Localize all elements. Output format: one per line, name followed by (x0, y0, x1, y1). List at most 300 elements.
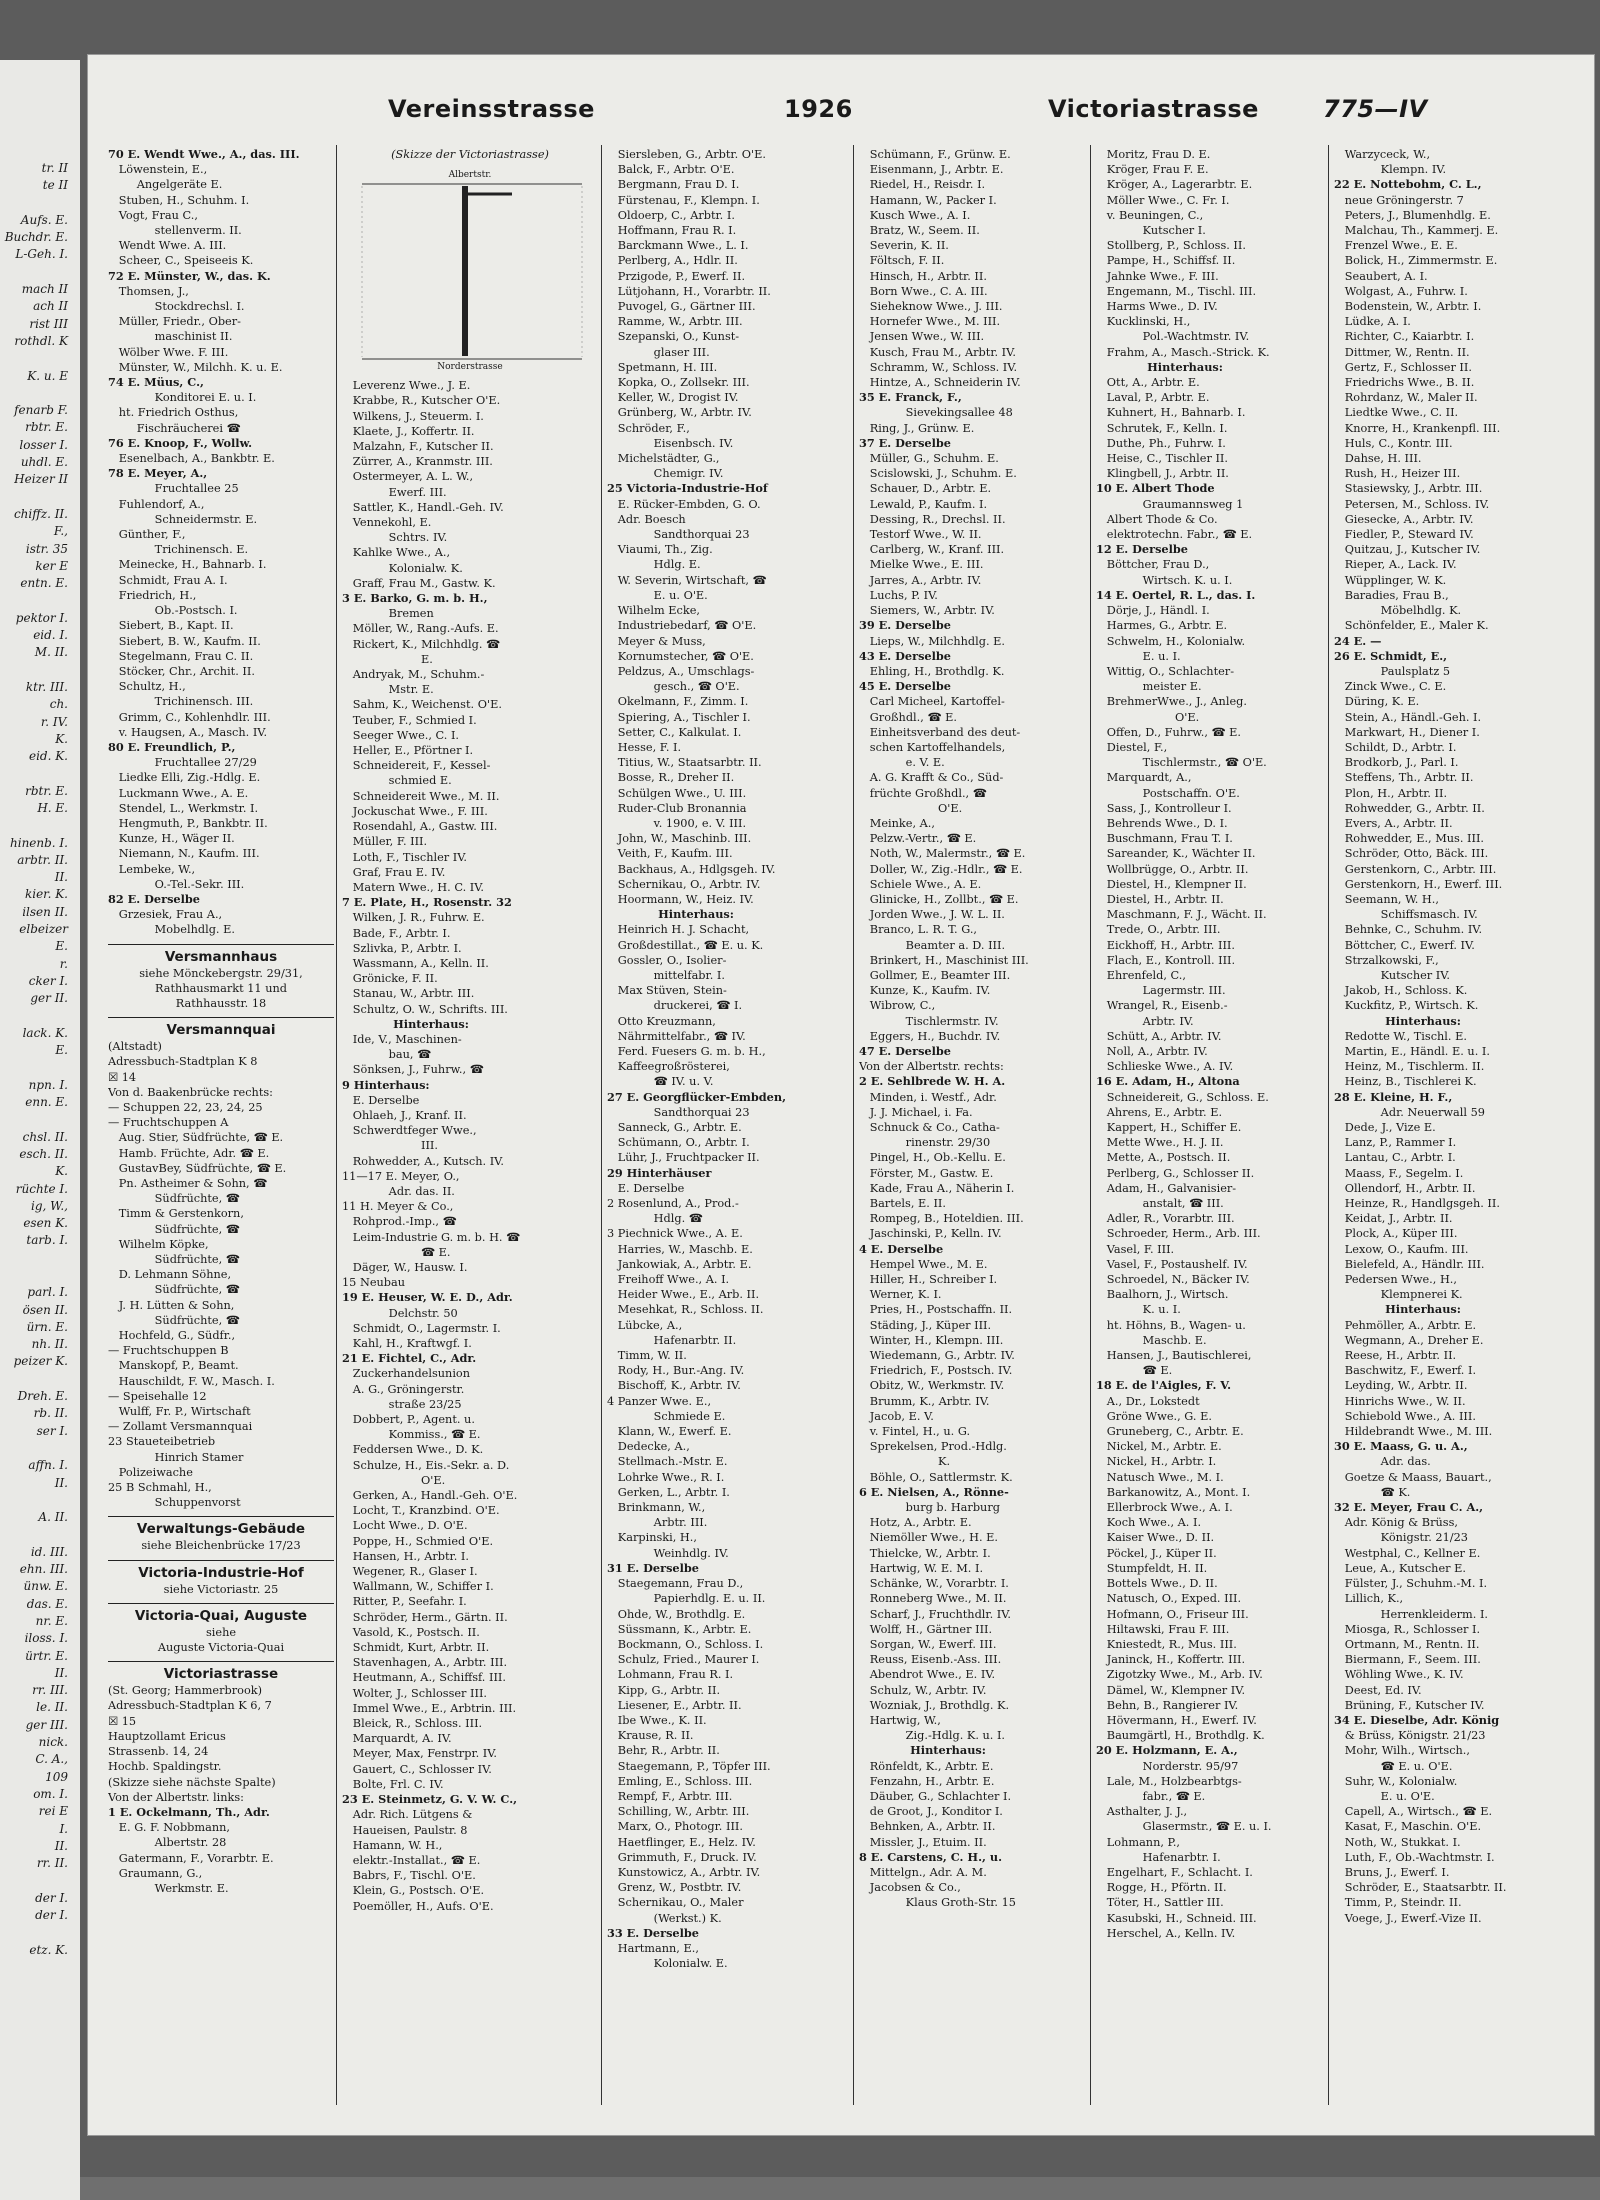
column-2 (342, 147, 598, 2107)
directory-entry: Hdlg. E. (607, 558, 701, 572)
directory-entry: Rieper, A., Lack. IV. (1334, 558, 1457, 572)
directory-entry: Schtrs. IV. (342, 531, 448, 545)
directory-entry: Möller, W., Rang.-Aufs. E. (342, 622, 499, 636)
directory-entry: E. (342, 652, 433, 666)
directory-entry: Hamann, W. H., (342, 1838, 443, 1852)
directory-entry: BrehmerWwe., J., Anleg. (1096, 695, 1247, 709)
directory-entry: Vennekohl, E. (342, 516, 432, 530)
directory-entry: Königstr. 21/23 (1334, 1531, 1468, 1545)
section-victoriastrasse (108, 1661, 334, 1896)
strip-fragment: A. II. (38, 1510, 68, 1525)
directory-entry: Schümann, F., Grünw. E. (859, 148, 1011, 161)
directory-entry: Behn, B., Rangierer IV. (1096, 1698, 1239, 1712)
directory-entry: 78 E. Meyer, A., (108, 466, 208, 481)
directory-entry: Gossler, O., Isolier- (607, 953, 727, 967)
directory-entry: Gerken, A., Handl.-Geh. O'E. (342, 1489, 518, 1503)
directory-entry: Kopka, O., Zollsekr. III. (607, 376, 750, 390)
directory-entry: Pingel, H., Ob.-Kellu. E. (859, 1151, 1006, 1165)
directory-entry: Wölber Wwe. F. III. (108, 345, 229, 359)
section-line: Hochfeld, G., Südfr., (108, 1329, 236, 1343)
directory-entry: Sieheknow Wwe., J. III. (859, 300, 1003, 314)
directory-entry: Bleick, R., Schloss. III. (342, 1717, 483, 1731)
directory-entry: Sönksen, J., Fuhrw., ☎ (342, 1063, 484, 1077)
directory-entry: Wendt Wwe. A. III. (108, 239, 227, 253)
directory-entry: Peters, J., Blumenhdlg. E. (1334, 208, 1491, 222)
strip-fragment: uhdl. E. (20, 455, 68, 470)
directory-entry: Meyer & Muss, (607, 634, 706, 648)
directory-entry: Töter, H., Sattler III. (1096, 1896, 1224, 1910)
directory-entry: Jarres, A., Arbtr. IV. (859, 573, 982, 587)
directory-entry: Dessing, R., Drechsl. II. (859, 512, 1006, 526)
directory-entry: Plon, H., Arbtr. II. (1334, 786, 1448, 800)
directory-entry: Engelhart, F., Schlacht. I. (1096, 1865, 1253, 1879)
directory-entry: Ring, J., Grünw. E. (859, 421, 975, 435)
directory-entry: Schiele Wwe., A. E. (859, 877, 982, 891)
directory-entry: Barckmann Wwe., L. I. (607, 239, 749, 253)
section-line: siehe Mönckebergstr. 29/31, (139, 966, 303, 980)
directory-entry: Luckmann Wwe., A. E. (108, 786, 249, 800)
section-verwaltungs-gebaeude (108, 1516, 334, 1553)
section-title: Versmannquai (166, 1022, 276, 1039)
directory-entry: Carl Micheel, Kartoffel- (859, 695, 1005, 709)
directory-entry: Pedersen Wwe., H., (1334, 1273, 1457, 1287)
directory-entry: Jaschinski, P., Kelln. IV. (859, 1227, 1002, 1241)
directory-entry: Klaete, J., Koffertr. II. (342, 424, 475, 438)
section-line: D. Lehmann Söhne, (108, 1268, 232, 1282)
directory-entry: Bartels, E. II. (859, 1197, 946, 1211)
directory-entry: Backhaus, A., Hdlgsgeh. IV. (607, 862, 776, 876)
directory-entry: Brumm, K., Arbtr. IV. (859, 1394, 990, 1408)
directory-page (88, 55, 1594, 2135)
sketch-label-top: Albertstr. (448, 170, 492, 181)
directory-entry: Kniestedt, R., Mus. III. (1096, 1637, 1237, 1651)
section-line: 25 B Schmahl, H., (108, 1481, 212, 1495)
directory-entry: Schnuck & Co., Catha- (859, 1121, 1000, 1134)
directory-entry: Zinck Wwe., C. E. (1334, 680, 1447, 694)
directory-entry: Winter, H., Klempn. III. (859, 1333, 1004, 1347)
section-line: Adressbuch-Stadtplan K 8 (108, 1055, 258, 1069)
section-line: — Schuppen 22, 23, 24, 25 (108, 1100, 263, 1114)
strip-fragment: kier. K. (24, 887, 68, 902)
directory-entry: Kolonialw. K. (342, 561, 463, 575)
directory-entry: Siersleben, G., Arbtr. O'E. (607, 148, 766, 161)
directory-entry: Hornefer Wwe., M. III. (859, 315, 1001, 329)
directory-entry: 2 E. Sehlbrede W. H. A. (859, 1074, 1006, 1089)
directory-entry: Voege, J., Ewerf.-Vize II. (1334, 1911, 1482, 1925)
strip-fragment: id. III. (30, 1544, 68, 1559)
directory-entry: Kappert, H., Schiffer E. (1096, 1121, 1242, 1134)
directory-entry: Schröder, Herm., Gärtn. II. (342, 1610, 508, 1624)
directory-entry: Steffens, Th., Arbtr. II. (1334, 771, 1474, 785)
directory-entry: Vasel, F. III. (1096, 1242, 1175, 1256)
directory-entry: O'E. (342, 1473, 446, 1487)
sketch-label-bottom: Norderstrasse (437, 362, 503, 373)
directory-entry: Lanz, P., Rammer I. (1334, 1136, 1457, 1150)
section-line: Südfrüchte, ☎ (108, 1222, 240, 1236)
strip-fragment: ürtr. E. (25, 1648, 68, 1663)
strip-fragment: H. E. (37, 800, 68, 815)
directory-entry: Müller, F. III. (342, 835, 428, 849)
directory-entry: Wittig, O., Schlachter- (1096, 664, 1235, 678)
directory-entry: Baschwitz, F., Ewerf. I. (1334, 1364, 1477, 1378)
directory-entry: fabr., ☎ E. (1096, 1789, 1206, 1803)
directory-entry: Klempnerei K. (1334, 1288, 1463, 1302)
directory-entry: Titius, W., Staatsarbtr. II. (607, 756, 762, 770)
directory-entry: Dede, J., Vize E. (1334, 1121, 1436, 1134)
directory-entry: Klaus Groth-Str. 15 (859, 1896, 1016, 1910)
directory-entry: Rogge, H., Pförtn. II. (1096, 1881, 1227, 1895)
directory-entry: Wozniak, J., Brothdlg. K. (859, 1698, 1010, 1712)
strip-fragment: ser I. (36, 1423, 68, 1438)
strip-fragment: r. (59, 956, 68, 971)
directory-entry: Heise, C., Tischler II. (1096, 452, 1228, 466)
directory-entry: A., Dr., Lokstedt (1096, 1394, 1200, 1408)
directory-entry: Trichinensch. III. (108, 695, 254, 709)
directory-entry: Jacob, E. V. (859, 1409, 934, 1423)
directory-entry: Schönfelder, E., Maler K. (1334, 619, 1489, 633)
directory-entry: Papierhdlg. E. u. II. (607, 1592, 766, 1606)
strip-fragment: iloss. I. (24, 1631, 68, 1646)
directory-entry: Sanneck, G., Arbtr. E. (607, 1121, 742, 1134)
directory-entry: Harmes, G., Arbtr. E. (1096, 619, 1228, 633)
directory-entry: 23 E. Steinmetz, G. V. W. C., (342, 1792, 518, 1807)
directory-entry: Liedtke Wwe., C. II. (1334, 406, 1459, 420)
directory-entry: Stegelmann, Frau C. II. (108, 649, 254, 663)
directory-entry: Hövermann, H., Ewerf. IV. (1096, 1713, 1257, 1727)
directory-entry: Hofmann, O., Friseur III. (1096, 1607, 1249, 1621)
strip-fragment: L-Geh. I. (15, 247, 68, 262)
directory-entry: Beamter a. D. III. (859, 938, 1006, 952)
directory-entry: Hempel Wwe., M. E. (859, 1257, 988, 1271)
directory-entry: Hotz, A., Arbtr. E. (859, 1516, 972, 1530)
strip-fragment: F., (53, 524, 68, 539)
column-rule (601, 145, 602, 2105)
directory-entry: Dörje, J., Händl. I. (1096, 604, 1210, 618)
directory-entry: Niemöller Wwe., H. E. (859, 1531, 998, 1545)
section-body (108, 1625, 334, 1655)
directory-entry: 82 E. Derselbe (108, 891, 200, 906)
directory-entry: Trede, O., Arbtr. III. (1096, 923, 1221, 937)
directory-entry: 16 E. Adam, H., Altona (1096, 1074, 1240, 1089)
directory-entry: Heinze, R., Handlgsgeh. II. (1334, 1197, 1500, 1211)
directory-entry: Capell, A., Wirtsch., ☎ E. (1334, 1805, 1493, 1819)
directory-entry: Liedke Elli, Zig.-Hdlg. E. (108, 771, 261, 785)
directory-entry: Branco, L. R. T. G., (859, 923, 978, 937)
directory-entry: Lillich, K., (1334, 1592, 1404, 1606)
directory-entry: Rosendahl, A., Gastw. III. (342, 820, 498, 834)
directory-entry: Glasermstr., ☎ E. u. I. (1096, 1820, 1272, 1834)
directory-entry: Kunze, H., Wäger II. (108, 832, 235, 846)
section-title: Victoria-Quai, Auguste (134, 1607, 308, 1624)
directory-entry: Jorden Wwe., J. W. L. II. (859, 908, 1005, 922)
directory-entry: Mesehkat, R., Schloss. II. (607, 1303, 764, 1317)
directory-entry: Jacobsen & Co., (859, 1881, 961, 1895)
strip-fragment (0, 1059, 80, 1076)
directory-entry: Baumgärtl, H., Brothdlg. K. (1096, 1729, 1265, 1743)
column-1 (108, 147, 334, 2107)
directory-entry: Wilken, J. R., Fuhrw. E. (342, 911, 485, 925)
strip-fragment: ehn. III. (19, 1562, 68, 1577)
directory-entry: Düring, K. E. (1334, 695, 1420, 709)
strip-fragment (0, 662, 80, 679)
directory-entry: 3 E. Barko, G. m. b. H., (342, 591, 488, 606)
strip-fragment (0, 1526, 80, 1543)
section-line: 23 Staueteibetrieb (108, 1435, 216, 1449)
directory-entry: Kaffeegroßrösterei, (607, 1060, 730, 1074)
section-title: Victoria-Industrie-Hof (138, 1564, 304, 1581)
directory-entry: Günther, F., (108, 528, 186, 542)
directory-entry: Maschb. E. (1096, 1333, 1207, 1347)
directory-entry: Eisenmann, J., Arbtr. E. (859, 163, 1004, 177)
directory-entry: Adr. das. II. (342, 1184, 455, 1198)
directory-entry: Kuhnert, H., Bahnarb. I. (1096, 406, 1246, 420)
directory-entry: Hafenarbtr. II. (607, 1333, 737, 1347)
directory-entry: Luth, F., Ob.-Wachtmstr. I. (1334, 1850, 1495, 1864)
directory-entry: Hinterhaus: (1096, 359, 1223, 374)
strip-fragment (0, 817, 80, 834)
directory-entry: schmied E. (342, 774, 452, 788)
directory-entry: rinenstr. 29/30 (859, 1136, 991, 1150)
directory-entry: Gerken, L., Arbtr. I. (607, 1485, 730, 1499)
directory-entry: Eisenbsch. IV. (607, 436, 734, 450)
directory-entry: ht. Friedrich Osthus, (108, 406, 239, 420)
directory-entry: 34 E. Dieselbe, Adr. König (1334, 1712, 1500, 1727)
directory-entry: Kaiser Wwe., D. II. (1096, 1531, 1215, 1545)
directory-entry: Schneidermstr. E. (108, 512, 258, 526)
strip-fragment: rüchte I. (15, 1181, 68, 1196)
directory-entry: Stöcker, Chr., Archit. II. (108, 664, 255, 678)
directory-entry: Niemann, N., Kaufm. III. (108, 847, 260, 861)
directory-entry: Hinrichs Wwe., W. II. (1334, 1394, 1466, 1408)
directory-entry: Arbtr. IV. (1096, 1014, 1194, 1028)
directory-entry: Klempn. IV. (1334, 163, 1447, 177)
strip-fragment: ürn. E. (26, 1319, 68, 1334)
directory-entry: Klann, W., Ewerf. E. (607, 1425, 732, 1439)
street-sketch (342, 164, 598, 374)
directory-entry: Bratz, W., Seem. II. (859, 224, 980, 238)
directory-entry: Marquardt, A. IV. (342, 1732, 452, 1746)
directory-entry: Harries, W., Maschb. E. (607, 1242, 753, 1256)
directory-entry: Schrutek, F., Kelln. I. (1096, 421, 1228, 435)
directory-entry: Brüning, F., Kutscher IV. (1334, 1698, 1485, 1712)
directory-entry: Hinsch, H., Arbtr. II. (859, 269, 987, 283)
directory-entry: Poemöller, H., Aufs. O'E. (342, 1899, 494, 1913)
directory-entry: Vogt, Frau C., (108, 208, 198, 222)
directory-entry: Maass, F., Segelm. I. (1334, 1166, 1464, 1180)
directory-entry: Schramm, W., Schloss. IV. (859, 360, 1018, 374)
directory-entry: Einheitsverband des deut- (859, 725, 1021, 739)
strip-fragment: te II (42, 178, 68, 193)
directory-entry: Keidat, J., Arbtr. II. (1334, 1212, 1453, 1226)
strip-fragment (0, 1267, 80, 1284)
directory-entry: Kusch, Frau M., Arbtr. IV. (859, 345, 1016, 359)
strip-fragment: rei E (38, 1804, 68, 1819)
section-line: — Fruchtschuppen A (108, 1116, 229, 1130)
directory-entry: Lale, M., Holzbearbtgs- (1096, 1774, 1242, 1788)
directory-entry: Kutscher IV. (1334, 968, 1451, 982)
directory-entry: 4 Panzer Wwe. E., (607, 1394, 712, 1408)
directory-entry: Kuckfitz, P., Wirtsch. K. (1334, 999, 1479, 1013)
directory-entry: Kröger, A., Lagerarbtr. E. (1096, 178, 1253, 192)
directory-entry: Balck, F., Arbtr. O'E. (607, 163, 735, 177)
directory-entry: Lantau, C., Arbtr. I. (1334, 1151, 1456, 1165)
directory-entry: ☎ IV. u. V. (607, 1075, 714, 1089)
directory-entry: Grönicke, F. II. (342, 972, 438, 986)
directory-entry: Grünberg, W., Arbtr. IV. (607, 406, 752, 420)
directory-entry: Mette, A., Postsch. II. (1096, 1151, 1231, 1165)
sketch-caption: (Skizze der Victoriastrasse) (391, 148, 549, 161)
strip-fragment: ig, W., (30, 1198, 68, 1213)
directory-entry: Schmidt, Frau A. I. (108, 573, 228, 587)
directory-entry: Offen, D., Fuhrw., ☎ E. (1096, 725, 1242, 739)
directory-entry: 26 E. Schmidt, E., (1334, 648, 1448, 663)
directory-entry: Förster, M., Gastw. E. (859, 1166, 994, 1180)
directory-entry: Meinecke, H., Bahnarb. I. (108, 558, 267, 572)
directory-entry: Nährmittelfabr., ☎ IV. (607, 1029, 746, 1043)
column-3 (607, 147, 851, 2107)
directory-entry: Esenelbach, A., Bankbtr. E. (108, 452, 275, 466)
directory-entry: Adr. Rich. Lütgens & (342, 1808, 473, 1822)
directory-entry: Bischoff, K., Arbtr. IV. (607, 1379, 741, 1393)
directory-entry: Däuber, G., Schlachter I. (859, 1789, 1012, 1803)
directory-entry: Kunze, K., Kaufm. IV. (859, 984, 991, 998)
directory-entry: Hengmuth, P., Bankbtr. II. (108, 816, 268, 830)
directory-entry: 21 E. Fichtel, C., Adr. (342, 1351, 477, 1366)
directory-entry: Hildebrandt Wwe., M. III. (1334, 1425, 1493, 1439)
directory-entry: Noll, A., Arbtr. IV. (1096, 1044, 1208, 1058)
section-line: Hinrich Stamer (108, 1450, 244, 1464)
section-victoria-industrie-hof (108, 1560, 334, 1597)
section-body (108, 1582, 334, 1597)
directory-entry: Behnken, A., Arbtr. II. (859, 1820, 996, 1834)
directory-entry: Schneidereit, F., Kessel- (342, 759, 491, 773)
directory-entry: Zig.-Hdlg. K. u. I. (859, 1729, 1006, 1743)
section-line: (St. Georg; Hammerbrook) (108, 1684, 262, 1698)
directory-entry: Noth, W., Malermstr., ☎ E. (859, 847, 1026, 861)
directory-entry: Hartwig, W. E. M. I. (859, 1561, 984, 1575)
directory-entry: Bockmann, O., Schloss. I. (607, 1637, 764, 1651)
directory-entry: Wilhelm Ecke, (607, 604, 700, 618)
directory-entry: Minden, i. Westf., Adr. (859, 1090, 997, 1104)
directory-entry: Dobbert, P., Agent. u. (342, 1413, 475, 1427)
strip-fragment (0, 1872, 80, 1889)
directory-entry: W. Severin, Wirtschaft, ☎ (607, 573, 767, 587)
strip-fragment: K. (55, 731, 68, 746)
directory-entry: Leue, A., Kutscher E. (1334, 1561, 1466, 1575)
section-line: Rathhausstr. 18 (175, 996, 267, 1010)
directory-entry: Engemann, M., Tischl. III. (1096, 284, 1257, 298)
entries-column-5 (1096, 147, 1326, 1941)
directory-entry: Schilling, W., Arbtr. III. (607, 1805, 750, 1819)
strip-fragment: rist III (29, 316, 68, 331)
directory-entry: Gollmer, E., Beamter III. (859, 968, 1011, 982)
strip-fragment: rr. II. (36, 1856, 68, 1871)
directory-entry: III. (342, 1139, 438, 1153)
directory-entry: Kade, Frau A., Näherin I. (859, 1181, 1015, 1195)
section-line: GustavBey, Südfrüchte, ☎ E. (108, 1161, 287, 1175)
strip-fragment: r. IV. (40, 714, 68, 729)
section-line: Pn. Astheimer & Sohn, ☎ (108, 1177, 268, 1190)
directory-entry: 39 E. Derselbe (859, 618, 951, 633)
strip-fragment: eid. I. (33, 628, 68, 643)
directory-entry: straße 23/25 (342, 1397, 462, 1411)
strip-fragment: om. I. (33, 1786, 68, 1801)
directory-entry: Ide, V., Maschinen- (342, 1032, 462, 1046)
directory-entry: Lohrke Wwe., R. I. (607, 1470, 725, 1484)
directory-entry: Emling, E., Schloss. III. (607, 1774, 753, 1788)
strip-fragment: peizer K. (13, 1354, 68, 1369)
strip-fragment: pektor I. (15, 610, 68, 625)
directory-entry: Bruns, J., Ewerf. I. (1334, 1865, 1450, 1879)
column-4 (859, 147, 1089, 2107)
strip-fragment (0, 1111, 80, 1128)
directory-entry: Sandthorquai 23 (607, 1105, 750, 1119)
directory-entry: 70 E. Wendt Wwe., A., das. III. (108, 147, 300, 161)
directory-entry: 45 E. Derselbe (859, 679, 951, 694)
directory-entry: 8 E. Carstens, C. H., u. (859, 1849, 1003, 1864)
directory-entry: Dahse, H. III. (1334, 452, 1422, 466)
strip-fragment: parl. I. (27, 1285, 68, 1300)
directory-entry: Dedecke, A., (607, 1440, 690, 1454)
directory-entry: Gröne Wwe., G. E. (1096, 1409, 1212, 1423)
directory-entry: Seemann, W. H., (1334, 892, 1439, 906)
directory-entry: Ob.-Postsch. I. (108, 604, 238, 618)
directory-entry: Hdlg. ☎ (607, 1212, 703, 1226)
strip-fragment: ünw. E. (23, 1579, 68, 1594)
directory-entry: & Brüss, Königstr. 21/23 (1334, 1729, 1486, 1743)
directory-entry: Kröger, Frau F. E. (1096, 163, 1209, 177)
directory-entry: Adr. Boesch (607, 512, 686, 526)
directory-entry: Fuhlendorf, A., (108, 497, 205, 511)
directory-entry: 3 Piechnick Wwe., A. E. (607, 1227, 743, 1241)
directory-entry: Janinck, H., Koffertr. III. (1096, 1653, 1246, 1667)
directory-entry: Ott, A., Arbtr. E. (1096, 376, 1200, 390)
directory-entry: Adr. das. (1334, 1455, 1431, 1469)
directory-entry: Zürrer, A., Kranmstr. III. (342, 455, 493, 469)
strip-fragment: le. II. (36, 1700, 68, 1715)
directory-entry: Bolick, H., Zimmermstr. E. (1334, 254, 1498, 268)
directory-entry: Mobelhdlg. E. (108, 923, 235, 937)
directory-entry: Wrangel, R., Eisenb.- (1096, 999, 1228, 1013)
directory-entry: Rempf, F., Arbtr. III. (607, 1789, 733, 1803)
directory-entry: Ehling, H., Brothdlg. K. (859, 664, 1005, 678)
directory-entry: Adr. Neuerwall 59 (1334, 1105, 1485, 1119)
directory-entry: Ohde, W., Brothdlg. E. (607, 1607, 746, 1621)
section-line: siehe (205, 1625, 237, 1639)
directory-entry: Viaumi, Th., Zig. (607, 543, 713, 557)
directory-entry: Knorre, H., Krankenpfl. III. (1334, 421, 1501, 435)
directory-entry: Stollberg, P., Schloss. II. (1096, 239, 1246, 253)
entries-victoria-left (108, 147, 334, 938)
directory-entry: Huls, C., Kontr. III. (1334, 436, 1453, 450)
column-rule (1328, 145, 1329, 2105)
strip-fragment (0, 350, 80, 367)
directory-entry: Löwenstein, E., (108, 163, 208, 177)
directory-entry: Paulsplatz 5 (1334, 664, 1451, 678)
directory-entry: Evers, A., Arbtr. II. (1334, 816, 1453, 830)
directory-entry: Strzalkowski, F., (1334, 953, 1439, 967)
directory-entry: Rohwedder, A., Kutsch. IV. (342, 1154, 504, 1168)
street-sketch-map (342, 164, 598, 374)
directory-entry: Schwelm, H., Kolonialw. (1096, 634, 1246, 648)
directory-entry: v. Beuningen, C., (1096, 208, 1204, 222)
section-line: siehe Victoriastr. 25 (163, 1582, 279, 1596)
section-versmannhaus (108, 944, 334, 1012)
directory-entry: Gruneberg, C., Arbtr. E. (1096, 1425, 1244, 1439)
strip-fragment: tr. II (41, 161, 68, 175)
directory-entry: Thielcke, W., Arbtr. I. (859, 1546, 991, 1560)
directory-entry: Bodenstein, W., Arbtr. I. (1334, 300, 1482, 314)
